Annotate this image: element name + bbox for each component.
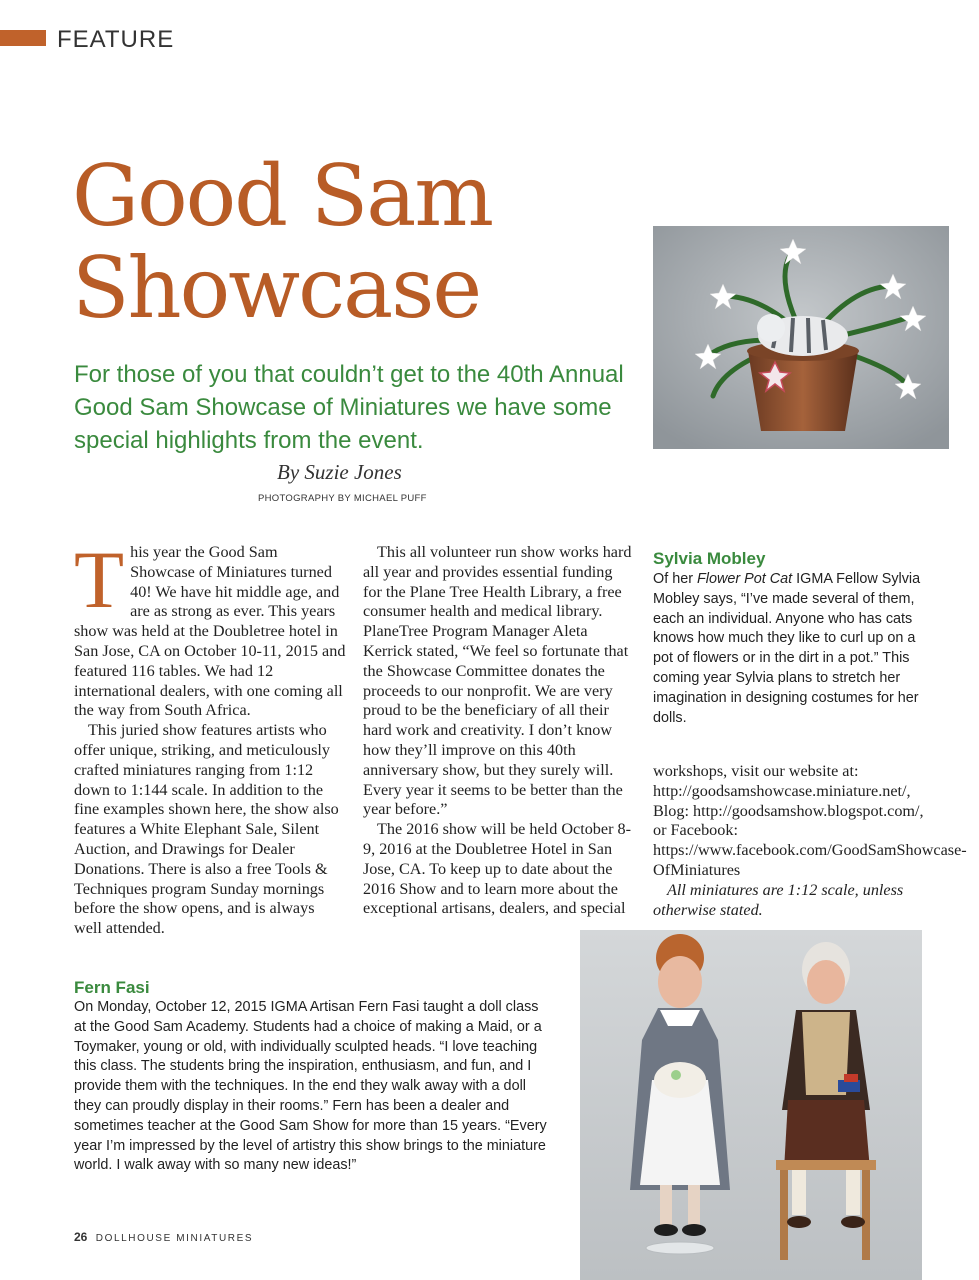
sylvia-work-title: Flower Pot Cat — [697, 571, 793, 587]
fern-heading: Fern Fasi — [74, 978, 150, 997]
magazine-name: DOLLHOUSE MINIATURES — [95, 1233, 254, 1244]
drop-cap: T — [74, 534, 125, 625]
sylvia-caption-lead: Of her — [653, 571, 697, 587]
section-label: FEATURE — [57, 26, 175, 53]
section-color-bar — [0, 30, 46, 46]
sylvia-heading: Sylvia Mobley — [653, 549, 766, 568]
article-title — [72, 147, 492, 337]
page-folio — [74, 1230, 253, 1244]
page-number: 26 — [74, 1230, 88, 1244]
article-column-1 — [74, 534, 346, 939]
photo-credit: PHOTOGRAPHY BY MICHAEL PUFF — [258, 493, 427, 504]
article-column-3 — [653, 762, 967, 920]
paragraph-intro — [74, 534, 346, 721]
title-line-2: Showcase — [72, 239, 481, 337]
paragraph-intro-text: his year the Good Sam Showcase of Miniatures turned 40! We have hit middle age, and are as strong as ever. This years show was held at the Doubletree hotel in San Jose, CA on October 10-11, 2015 and featured 116 tables. We had 12 international dealers, with one coming all the way from South Africa. — [74, 543, 346, 720]
paragraph-volunteer: This all volunteer run show works hard all year and provides essential funding for the Plane Tree Health Library, a free consumer health and medical library. PlaneTree Program Manager Aleta Kerrick stated, “We feel so fortunate that the Showcase Committee donates the proceeds to our nonprofit. We are very proud to be the beneficiary of all their hard work and creativity. I don’t know how they’ll improve on this 40th anniversary show, but they surely will. Every year it seems to be better than the year before.” — [363, 543, 632, 819]
maid-and-toymaker-dolls-photo — [580, 930, 922, 1280]
flower-pot-cat-photo — [653, 226, 949, 449]
title-line-1: Good Sam — [72, 147, 492, 245]
paragraph-juried: This juried show features artists who offer unique, striking, and meticulously crafted miniatures ranging from 1:12 down to 1:144 scale. In addition to the fine examples shown here, the show also features a White Elephant Sale, Silent Auction, and Drawings for Dealer Donations. There is also a free Tools & Techniques program Sunday mornings before the show opens, and is always well attended. — [74, 721, 339, 938]
paragraph-2016-show: The 2016 show will be held October 8-9, 2016 at the Doubletree Hotel in San Jose, CA. To keep up to date about the 2016 Show and to learn more about the exceptional artisans, dealers, and special — [363, 820, 631, 918]
paragraph-websites: workshops, visit our website at: http://goodsamshowcase.miniature.net/, Blog: http://goodsamshow.blogspot.com/, or Facebook: https://www.facebook.com/GoodSamShowcase-OfMiniatures — [653, 762, 967, 879]
scale-note: All miniatures are 1:12 scale, unless otherwise stated. — [653, 880, 904, 919]
sylvia-caption — [653, 570, 928, 728]
article-dek: For those of you that couldn’t get to the 40th Annual Good Sam Showcase of Miniatures we have some special highlights from the event. — [74, 361, 624, 454]
byline: By Suzie Jones — [277, 460, 402, 484]
sylvia-caption-body: IGMA Fellow Sylvia Mobley says, “I’ve made several of them, each an individual. Anyone who has cats knows how much they like to curl up on a pot of flowers or in the dirt in a pot.” This coming year Sylvia plans to stretch her imagination in designing costumes for her dolls. — [653, 571, 921, 726]
fern-caption: On Monday, October 12, 2015 IGMA Artisan Fern Fasi taught a doll class at the Good Sam Academy. Students had a choice of making a Maid, or a Toymaker, young or old, with individually sculpted heads. “I love teaching this class. The students bring the inspiration, enthusiasm, and fun, and I provide them with the techniques. In the end they walk away with a doll they can proudly display in their rooms.” Fern has been a dealer and sometimes teacher at the Good Sam Show for more than 15 years. “Every year I’m impressed by the level of artistry this show brings to the miniature world. I walk away with so many new ideas!” — [74, 999, 547, 1174]
article-column-2 — [363, 543, 633, 919]
